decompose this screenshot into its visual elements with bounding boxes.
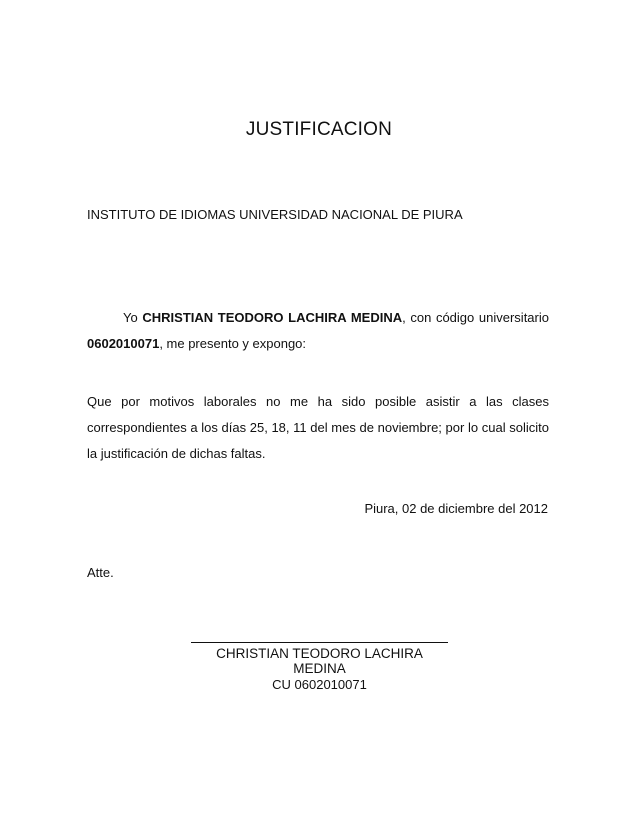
intro-tail: , me presento y expongo: xyxy=(159,336,307,351)
signature-name: CHRISTIAN TEODORO LACHIRA MEDINA xyxy=(216,646,423,676)
signature-block xyxy=(191,622,448,692)
student-name: CHRISTIAN TEODORO LACHIRA MEDINA xyxy=(142,310,403,325)
closing-salutation: Atte. xyxy=(87,565,114,580)
intro-mid: , con código universitario xyxy=(402,310,549,325)
document-title: JUSTIFICACION xyxy=(245,119,393,140)
institution-name: INSTITUTO DE IDIOMAS UNIVERSIDAD NACIONAL DE PIURA xyxy=(87,207,463,222)
paragraph-introduction xyxy=(87,305,549,357)
place-and-date: Piura, 02 de diciembre del 2012 xyxy=(364,501,548,516)
paragraph-request: Que por motivos laborales no me ha sido posible asistir a las clases correspondientes a los días 25, 18, 11 del mes de noviembre; por lo cual solicito la justificación de dichas faltas. xyxy=(87,394,549,461)
signature-line xyxy=(191,642,448,643)
signature-code: CU 0602010071 xyxy=(272,677,367,692)
student-code: 0602010071 xyxy=(87,336,160,351)
intro-lead: Yo xyxy=(123,310,138,325)
